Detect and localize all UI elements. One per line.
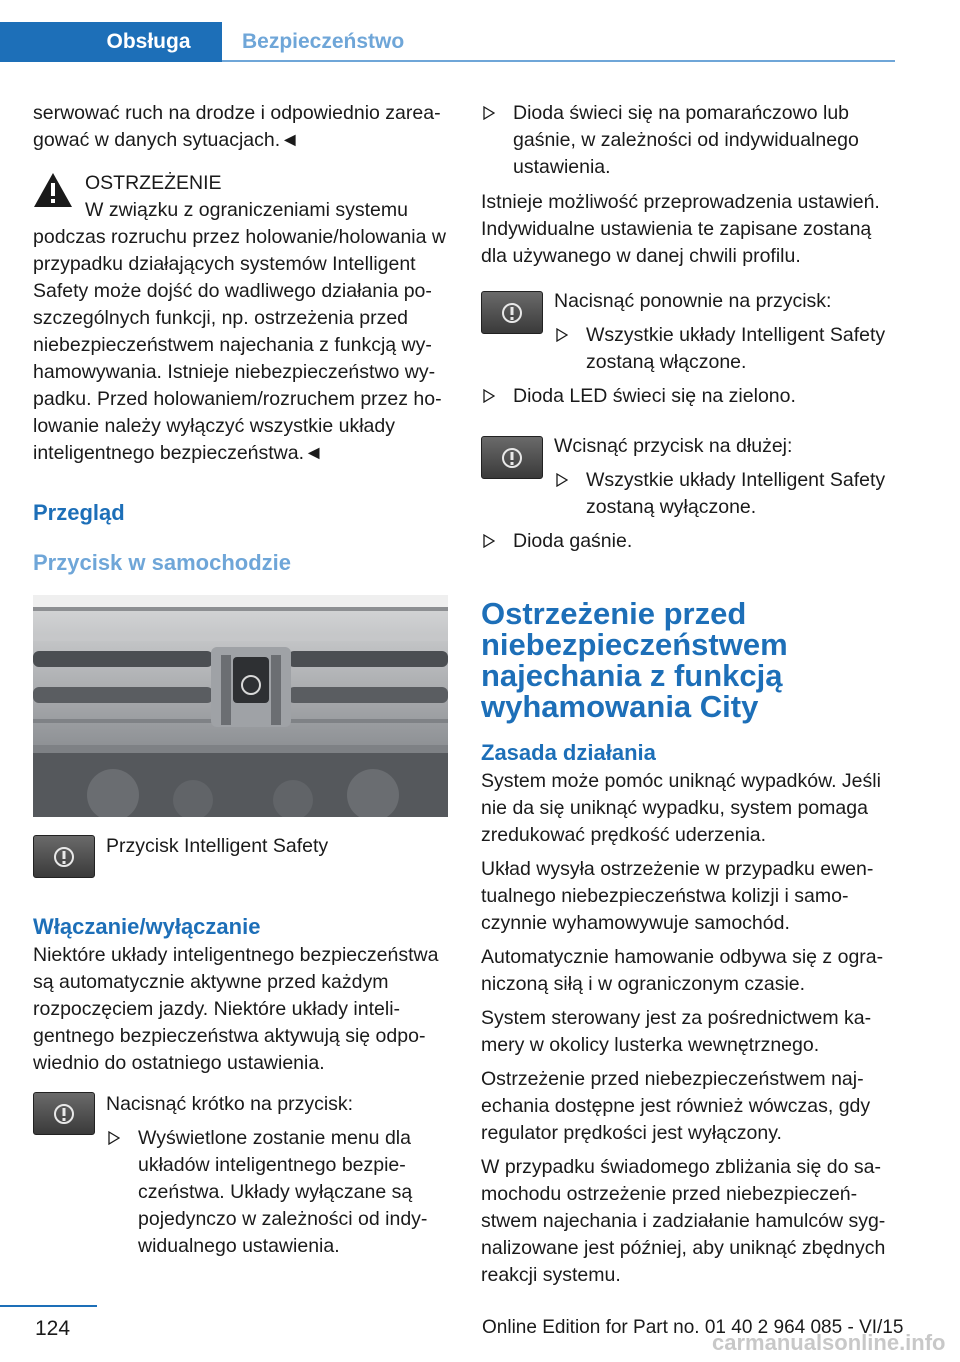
header-tabs [0, 22, 895, 62]
intro-text: serwować ruch na drodze i odpowiednio zareagować w danych sytuacjach.◄ [33, 102, 441, 151]
warning-title: OSTRZEŻENIE [85, 172, 222, 194]
tab-obsluga[interactable]: Obsługa [0, 22, 222, 62]
press-again-list [554, 322, 901, 376]
triangle-bullet-icon [556, 328, 568, 342]
press-short-list [106, 1125, 448, 1260]
principle-paragraphs [481, 768, 901, 1289]
press-short-row [33, 1091, 448, 1260]
list-item: Dioda gaśnie. [481, 528, 901, 555]
press-short-label: Nacisnąć krótko na przycisk: [106, 1093, 354, 1115]
press-again-label: Nacisnąć ponownie na przycisk: [554, 290, 832, 312]
section-title: Ostrzeżenie przed niebezpieczeństwem najechania z funkcją wyhamowania City [481, 596, 788, 724]
watermark: carmanualsonline.info [712, 1330, 946, 1355]
list-item: Wyświetlone zostanie menu dla układów inteligentnego bezpieczeństwa. Układy wyłączane są pojedynczo w zależności od indywidualnego ustawienia. [106, 1125, 448, 1260]
button-caption-row [33, 833, 448, 885]
led-off-list [481, 528, 901, 555]
overview-heading: Przegląd [33, 500, 125, 525]
right-column [481, 100, 901, 1289]
settings-text: Istnieje możliwość przeprowadzenia ustawień. Indywidualne ustawienia te zapisane zostaną dla używanego w danej chwili profilu. [481, 191, 880, 267]
led-orange-list [481, 100, 901, 181]
intelligent-safety-button-icon [481, 436, 543, 479]
press-long-row [481, 433, 901, 521]
paragraph: Automatycznie hamowanie odbywa się z ograniczoną siłą i w ograniczonym czasie. [481, 946, 884, 995]
warning-icon [33, 172, 73, 208]
page-number: 124 [35, 1317, 71, 1340]
intelligent-safety-button-icon [33, 1092, 95, 1135]
dashboard-photo [33, 595, 448, 817]
paragraph: System sterowany jest za pośrednictwem kamery w okolicy lusterka wewnętrznego. [481, 1007, 872, 1056]
tab-bezpieczenstwo[interactable]: Bezpieczeństwo [242, 30, 405, 53]
intelligent-safety-button-icon [33, 835, 95, 878]
press-long-label: Wcisnąć przycisk na dłużej: [554, 435, 793, 457]
list-item: Dioda LED świeci się na zielono. [481, 383, 901, 410]
onoff-text: Niektóre układy inteligentnego bezpieczeństwa są automatycznie aktywne przed każdym rozpoczęciem jazdy. Niektóre układy inteligentnego bezpieczeństwa aktywują się odpowiednio do ostatniego ustawienia. [33, 944, 439, 1074]
left-column [33, 100, 448, 1260]
onoff-heading: Włączanie/wyłączanie [33, 914, 261, 939]
paragraph: W przypadku świadomego zbliżania się do samochodu ostrzeżenie przed niebezpieczeństwem najechania i zadziałanie hamulców sygnalizowane jest później, aby uniknąć zbędnych reakcji systemu. [481, 1156, 886, 1286]
footer-rule [0, 1305, 97, 1307]
dashboard-vents-image [33, 595, 448, 817]
led-green-list [481, 383, 901, 410]
warning-block [33, 170, 448, 467]
press-again-row [481, 288, 901, 376]
triangle-bullet-icon [108, 1131, 120, 1145]
edition-text: Online Edition for Part no. 01 40 2 964 085 - VI/15 [482, 1317, 904, 1338]
triangle-bullet-icon [483, 106, 495, 120]
paragraph: Ostrzeżenie przed niebezpieczeństwem najechania dostępne jest również wówczas, gdy regulator prędkości jest wyłączony. [481, 1068, 871, 1144]
warning-text: W związku z ograniczeniami systemu podczas rozruchu przez holowanie/holowania w przypadku działających systemów Intelligent Safety może dojść do wadliwego działania poszczególnych funkcji, np. ostrzeżenia przed niebezpieczeństwem najechania z funkcją wyhamowywania. Istnieje niebezpieczeństwo wypadku. Przed holowaniem/rozruchem przez holowanie należy wyłączyć wszystkie układy inteligentnego bezpieczeństwa.◄ [33, 199, 446, 464]
triangle-bullet-icon [483, 534, 495, 548]
car-button-heading: Przycisk w samochodzie [33, 550, 291, 575]
intelligent-safety-button-icon [481, 291, 543, 334]
list-item: Wszystkie układy Intelligent Safety zostaną włączone. [554, 322, 901, 376]
paragraph: System może pomóc uniknąć wypadków. Jeśli nie da się uniknąć wypadku, system pomaga zredukować prędkość uderzenia. [481, 770, 881, 846]
list-item: Wszystkie układy Intelligent Safety zostaną wyłączone. [554, 467, 901, 521]
paragraph: Układ wysyła ostrzeżenie w przypadku ewentualnego niebezpieczeństwa kolizji i samoczynnie wyhamowywuje samochód. [481, 858, 874, 934]
principle-heading: Zasada działania [481, 740, 656, 765]
button-caption: Przycisk Intelligent Safety [106, 835, 329, 857]
triangle-bullet-icon [483, 389, 495, 403]
triangle-bullet-icon [556, 473, 568, 487]
list-item: Dioda świeci się na pomarańczowo lub gaśnie, w zależności od indywidualnego ustawienia. [481, 100, 901, 181]
press-long-list [554, 467, 901, 521]
header-rule [222, 60, 895, 62]
